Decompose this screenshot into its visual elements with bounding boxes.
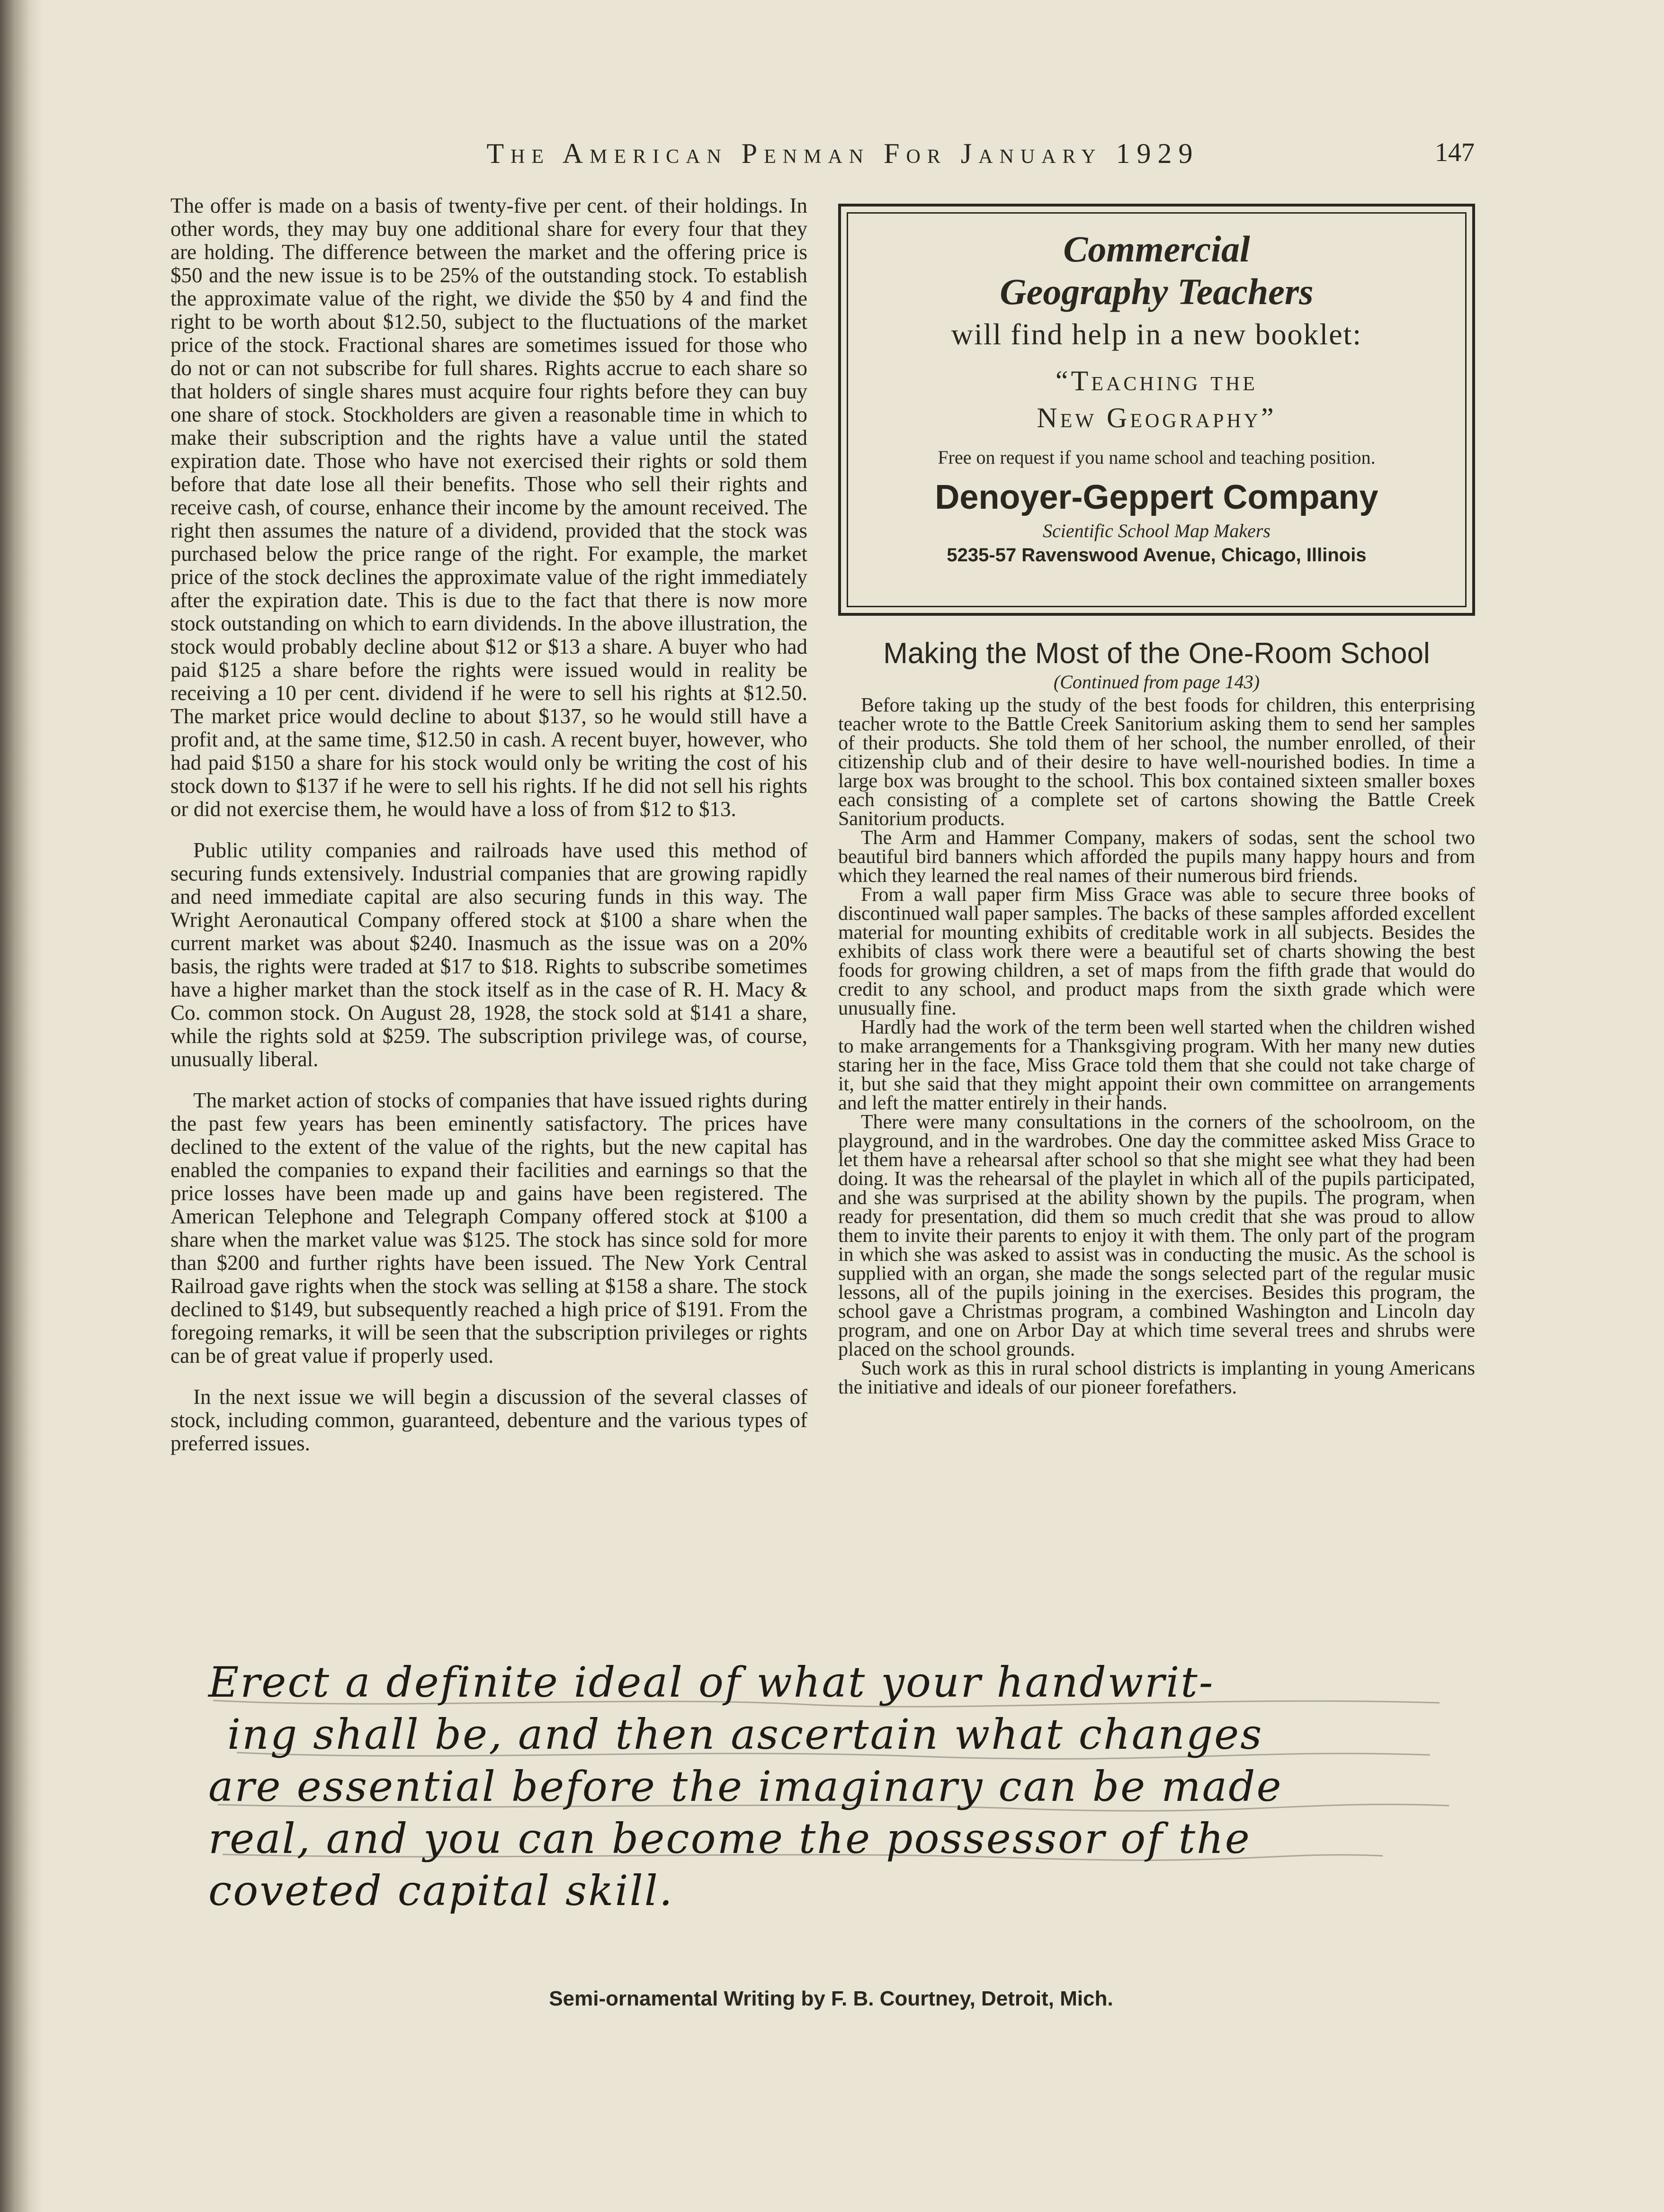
advertisement-inner-frame [847,212,1467,607]
running-head: The American Penman For January 1929 [486,138,1199,169]
advertisement-box [838,204,1475,616]
page-number: 147 [1435,138,1475,167]
ad-company-name: Denoyer-Geppert Company [935,478,1378,516]
penmanship-specimen [208,1658,1477,1915]
ad-address: 5235-57 Ravenswood Avenue, Chicago, Illinois [947,545,1367,566]
ad-title-line: Geography Teachers [1000,271,1314,312]
ad-makers-tagline: Scientific School Map Makers [1043,520,1270,541]
right-column-article [838,637,1475,1397]
article-paragraph: The Arm and Hammer Company, makers of sodas, sent the school two beautiful bird banners which afforded the pupils many happy hours and from which they learned the real names of their numerous bird friends. [838,827,1475,887]
script-line: are essential before the imaginary can be made [208,1762,1283,1811]
ad-title-line: Commercial [1063,228,1250,270]
script-line: ing shall be, and then ascertain what changes [227,1710,1263,1759]
script-line: Erect a definite ideal of what your handwrit- [208,1658,1215,1707]
article-continued-note: (Continued from page 143) [1053,671,1260,692]
article-paragraph: Hardly had the work of the term been well started when the children wished to make arrangements for a Thanksgiving program. With her many new duties staring her in the face, Miss Grace told them that she could not take charge of it, but she said that they might appoint their own committee on arrangements and left the matter entirely in their hands. [838,1016,1475,1114]
ad-booklet-title [848,362,1465,436]
specimen-caption: Semi-ornamental Writing by F. B. Courtney, Detroit, Mich. [549,1987,1113,2010]
article-body [838,696,1475,1397]
article-paragraph: Before taking up the study of the best foods for children, this enterprising teacher wrote to the Battle Creek Sanitorium asking them to send her samples of their products. She told them of her school, the number enrolled, of their citizenship club and of their desire to have well-nourished bodies. In time a large box was brought to the school. This box contained sixteen smaller boxes each consisting of a complete set of cartons showing the Battle Creek Sanitorium products. [838,694,1475,830]
ad-booklet-line: New Geography” [1037,402,1277,433]
left-paragraph: In the next issue we will begin a discussion of the several classes of stock, including common, guaranteed, debenture and the various types of preferred issues. [170,1385,807,1455]
left-paragraph: The offer is made on a basis of twenty-five per cent. of their holdings. In other words, they may buy one additional share for every four that they are holding. The difference between the market and the offering price is $50 and the new issue is to be 25% of the outstanding stock. To establish the approximate value of the right, we divide the $50 by 4 and find the right to be worth about $12.50, subject to the fluctuations of the market price of the stock. Fractional shares are sometimes issued for those who do not or can not subscribe for full shares. Rights accrue to each share so that holders of single shares must acquire four rights before they can buy one share of stock. Stockholders are given a reasonable time in which to make their subscription and the rights have a value until the stated expiration date. Those who have not exercised their rights or sold them before that date lose all their benefits. Those who sell their rights and receive cash, of course, enhance their income by the amount received. The right then assumes the nature of a dividend, provided that the stock was purchased below the price range of the right. For example, the market price of the stock declines the approximate value of the right immediately after the expiration date. This is due to the fact that there is now more stock outstanding on which to earn dividends. In the above illustration, the stock would probably decline about $12 or $13 a share. A buyer who had paid $125 a share before the rights were issued would in reality be receiving a 10 per cent. dividend if he were to sell his rights at $12.50. The market price would decline to about $137, so he would still have a profit and, at the same time, $12.50 in cash. A recent buyer, however, who had paid $150 a share for his stock would only be writing the cost of his stock down to $137 if he were to sell his rights. If he did not sell his rights or did not exercise them, he would have a loss of from $12 to $13. [170,194,807,821]
article-paragraph: Such work as this in rural school districts is implanting in young Americans the initiative and ideals of our pioneer forefathers. [838,1358,1475,1398]
ad-title [848,228,1465,313]
article-title: Making the Most of the One-Room School [883,637,1430,670]
article-paragraph: There were many consultations in the corners of the schoolroom, on the playground, and in the wardrobes. One day the committee asked Miss Grace to let them have a rehearsal after school so that she might see what they had been doing. It was the rehearsal of the playlet in which all of the pupils participated, and she was surprised at the ability shown by the pupils. The program, when ready for presentation, did them so much credit that she was proud to allow them to invite their parents to enjoy it with them. The only part of the program in which she was asked to assist was in conducting the music. As the school is supplied with an organ, she made the songs selected part of the regular music lessons, all of the pupils joining in the exercises. Besides this program, the school gave a Christmas program, a combined Washington and Lincoln day program, and one on Arbor Day at which time several trees and shrubs were placed on the school grounds. [838,1111,1475,1360]
left-paragraph: Public utility companies and railroads have used this method of securing funds extensively. Industrial companies that are growing rapidly and need immediate capital are also securing funds in this way. The Wright Aeronautical Company offered stock at $100 a share when the current market was about $240. Inasmuch as the issue was on a 20% basis, the rights were traded at $17 to $18. Rights to subscribe sometimes have a higher market than the stock itself as in the case of R. H. Macy & Co. common stock. On August 28, 1928, the stock sold at $141 a share, while the rights sold at $259. The subscription privilege was, of course, unusually liberal. [170,838,807,1071]
ad-free-offer: Free on request if you name school and teaching position. [938,447,1376,468]
article-paragraph: From a wall paper firm Miss Grace was able to secure three books of discontinued wall paper samples. The backs of these samples afforded excellent material for mounting exhibits of creditable work in all subjects. Besides the exhibits of class work there were a beautiful set of charts showing the best foods for growing children, a set of maps from the fifth grade that would do credit to any school, and product maps from the sixth grade which were unusually fine. [838,884,1475,1019]
left-paragraph: The market action of stocks of companies that have issued rights during the past few years has been eminently satisfactory. The prices have declined to the extent of the value of the rights, but the new capital has enabled the companies to expand their facilities and earnings so that the price losses have been made up and gains have been registered. The American Telephone and Telegraph Company offered stock at $100 a share when the market value was $125. The stock has since sold for more than $200 and further rights have been issued. The New York Central Railroad gave rights when the stock was selling at $158 a share. The stock declined to $149, but subsequently reached a high price of $191. From the foregoing remarks, it will be seen that the subscription privileges or rights can be of great value if properly used. [170,1088,807,1367]
left-column-article [170,194,807,1473]
script-line: real, and you can become the possessor of the [208,1814,1251,1863]
ad-booklet-line: “Teaching the [1056,365,1258,396]
ad-subtitle: will find help in a new booklet: [951,317,1362,351]
script-line: coveted capital skill. [208,1866,674,1915]
